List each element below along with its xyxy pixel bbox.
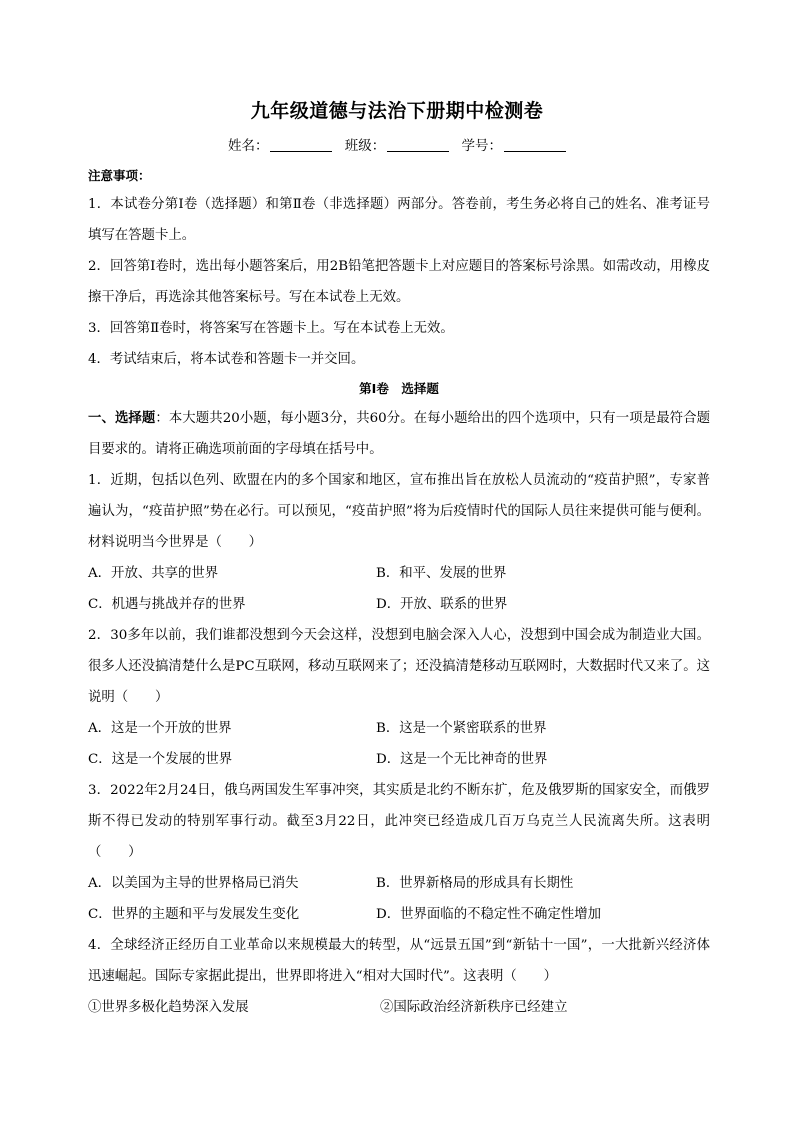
option-c: C．机遇与挑战并存的世界	[88, 597, 246, 612]
option-b: B．世界新格局的形成具有长期性	[376, 876, 574, 891]
statement-2: ②国际政治经济新秩序已经建立	[380, 1000, 568, 1015]
class-label: 班级：	[344, 138, 386, 154]
name-label: 姓名：	[227, 138, 269, 154]
question-stem: 4．全球经济正经历自工业革命以来规模最大的转型，从“远景五国”到“新钻十一国”，一大批新兴经济体迅速崛起。国际专家据此提出，世界即将进入“相对大国时代”。这表明（ ）	[88, 938, 710, 984]
section-heading: 第Ⅰ卷 选择题	[359, 381, 439, 396]
name-blank	[270, 138, 332, 152]
exam-content	[88, 165, 710, 1023]
question-stem: 3．2022年2月24日，俄乌两国发生军事冲突，其实质是北约不断东扩，危及俄罗斯的国家安全，而俄罗斯不得已发动的特别军事行动。截至3月22日，此冲突已经造成几百万乌克兰人民流离失所。这表明（ ）	[88, 783, 710, 860]
question-options	[88, 868, 710, 930]
student-id-label: 学号：	[461, 138, 503, 154]
section-intro	[88, 403, 710, 465]
section-intro-text: ：本大题共20小题，每小题3分，共60分。在每小题给出的四个选项中，只有一项是最符合题目要求的。请将正确选项前面的字母填在括号中。	[88, 411, 710, 457]
option-d: D．世界面临的不稳定性不确定性增加	[376, 907, 601, 922]
statement-1: ①世界多极化趋势深入发展	[88, 1000, 249, 1015]
notice-item: 2．回答第Ⅰ卷时，选出每小题答案后，用2B铅笔把答题卡上对应题目的答案标号涂黑。如需改动，用橡皮擦干净后，再选涂其他答案标号。写在本试卷上无效。	[88, 259, 710, 305]
option-b: B．和平、发展的世界	[376, 566, 507, 581]
option-a: A．开放、共享的世界	[88, 566, 219, 581]
notice-item: 3．回答第Ⅱ卷时，将答案写在答题卡上。写在本试卷上无效。	[88, 321, 454, 336]
option-d: D．这是一个无比神奇的世界	[376, 752, 548, 767]
notice-item: 4．考试结束后，将本试卷和答题卡一并交回。	[88, 352, 365, 367]
question-stem: 1．近期，包括以色列、欧盟在内的多个国家和地区，宣布推出旨在放松人员流动的“疫苗护照”，专家普遍认为，“疫苗护照”势在必行。可以预见，“疫苗护照”将为后疫情时代的国际人员往来提供可能与便利。材料说明当今世界是（ ）	[88, 473, 710, 550]
option-c: C．这是一个发展的世界	[88, 752, 233, 767]
student-info-line	[0, 134, 794, 154]
option-a: A．以美国为主导的世界格局已消失	[88, 876, 299, 891]
section-intro-lead: 一、选择题	[88, 411, 156, 426]
option-d: D．开放、联系的世界	[376, 597, 508, 612]
class-blank	[387, 138, 449, 152]
name-field	[228, 134, 333, 154]
notice-item: 1．本试卷分第Ⅰ卷（选择题）和第Ⅱ卷（非选择题）两部分。答卷前，考生务必将自己的姓名、准考证号填写在答题卡上。	[88, 197, 710, 243]
question-options	[88, 713, 710, 775]
page-title: 九年级道德与法治下册期中检测卷	[250, 100, 544, 122]
option-c: C．世界的主题和平与发展发生变化	[88, 907, 300, 922]
question-statements	[88, 992, 710, 1023]
question-stem: 2．30多年以前，我们谁都没想到今天会这样，没想到电脑会深入人心，没想到中国会成为制造业大国。很多人还没搞清楚什么是PC互联网，移动互联网来了；还没搞清楚移动互联网时，大数据时代又来了。这说明（ ）	[88, 628, 710, 705]
question-options	[88, 558, 710, 620]
option-b: B．这是一个紧密联系的世界	[376, 721, 547, 736]
notice-heading: 注意事项：	[88, 168, 151, 183]
student-id-blank	[504, 138, 566, 152]
student-id-field	[462, 134, 567, 154]
option-a: A．这是一个开放的世界	[88, 721, 232, 736]
class-field	[345, 134, 450, 154]
